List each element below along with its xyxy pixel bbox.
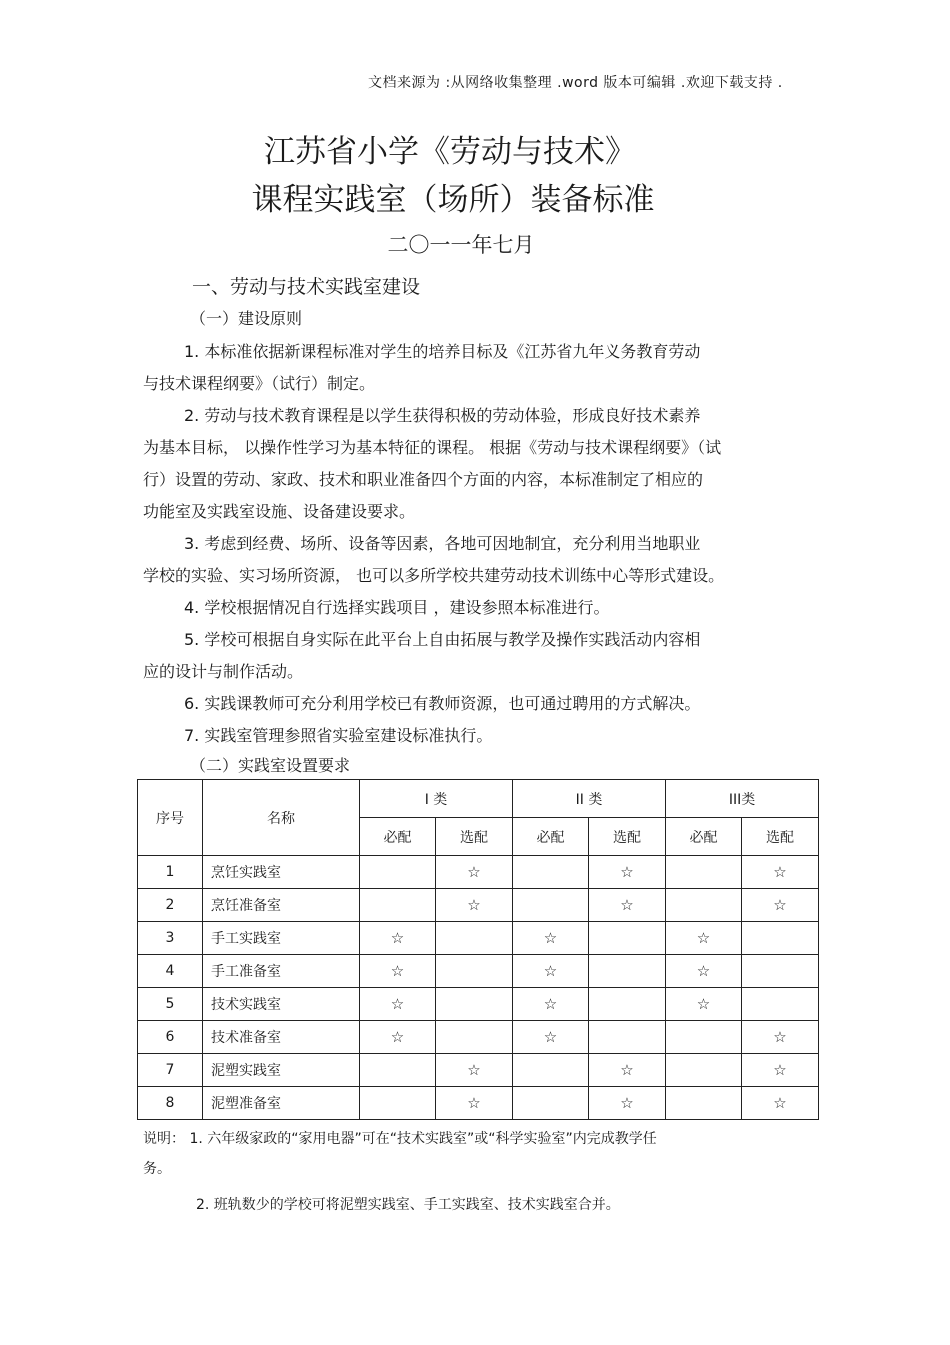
star-mark: [436, 955, 513, 988]
star-mark: [436, 922, 513, 955]
star-mark: [360, 889, 436, 922]
principle-1-line1: 1. 本标准依据新课程标准对学生的培养目标及《江苏省九年义务教育劳动: [184, 342, 701, 361]
equipment-table: [137, 779, 819, 1120]
star-mark: ☆: [360, 988, 436, 1021]
star-mark: ☆: [436, 889, 513, 922]
table-row: [138, 988, 819, 1021]
star-mark: ☆: [666, 955, 742, 988]
star-mark: ☆: [589, 1087, 666, 1120]
star-mark: ☆: [666, 922, 742, 955]
row-number: 3: [138, 922, 203, 955]
room-name: 手工准备室: [203, 955, 360, 988]
star-mark: ☆: [513, 988, 589, 1021]
section-heading-1: 一、劳动与技术实践室建设: [192, 276, 421, 298]
room-name: 泥塑准备室: [203, 1087, 360, 1120]
header-name: 名称: [203, 780, 360, 856]
principle-2-line4: 功能室及实践室设施、设备建设要求。: [143, 502, 416, 521]
star-mark: [589, 955, 666, 988]
principle-6: 6. 实践课教师可充分利用学校已有教师资源，也可通过聘用的方式解决。: [184, 694, 701, 713]
principle-2-line2: 为基本目标， 以操作性学习为基本特征的课程。 根据《劳动与技术课程纲要》（试: [143, 438, 722, 457]
header-optional: 选配: [436, 818, 513, 856]
principle-2-line1: 2. 劳动与技术教育课程是以学生获得积极的劳动体验，形成良好技术素养: [184, 406, 701, 425]
room-name: 烹饪准备室: [203, 889, 360, 922]
star-mark: [436, 988, 513, 1021]
star-mark: ☆: [589, 1054, 666, 1087]
star-mark: [513, 1087, 589, 1120]
document-date: 二〇一一年七月: [387, 233, 535, 257]
principle-3-line2: 学校的实验、实习场所资源， 也可以多所学校共建劳动技术训练中心等形式建设。: [143, 566, 725, 585]
principle-5-line1: 5. 学校可根据自身实际在此平台上自由拓展与教学及操作实践活动内容相: [184, 630, 701, 649]
principle-5-line2: 应的设计与制作活动。: [143, 662, 304, 681]
star-mark: [666, 1087, 742, 1120]
star-mark: ☆: [360, 955, 436, 988]
principle-3-line1: 3. 考虑到经费、场所、设备等因素，各地可因地制宜，充分利用当地职业: [184, 534, 701, 553]
header-number: 序号: [138, 780, 203, 856]
table-row: [138, 922, 819, 955]
header-optional: 选配: [742, 818, 819, 856]
star-mark: ☆: [589, 889, 666, 922]
header-category-2: II 类: [513, 780, 666, 818]
table-row: [138, 1054, 819, 1087]
principle-2-line3: 行）设置的劳动、家政、技术和职业准备四个方面的内容，本标准制定了相应的: [143, 470, 704, 489]
table-row: [138, 1021, 819, 1054]
row-number: 2: [138, 889, 203, 922]
star-mark: ☆: [742, 1087, 819, 1120]
star-mark: [513, 856, 589, 889]
star-mark: ☆: [742, 1054, 819, 1087]
header-required: 必配: [360, 818, 436, 856]
star-mark: ☆: [513, 1021, 589, 1054]
room-name: 泥塑实践室: [203, 1054, 360, 1087]
star-mark: [589, 1021, 666, 1054]
star-mark: ☆: [742, 856, 819, 889]
star-mark: ☆: [513, 955, 589, 988]
principle-4: 4. 学校根据情况自行选择实践项目 ，建设参照本标准进行。: [184, 598, 610, 617]
star-mark: [436, 1021, 513, 1054]
star-mark: [360, 1087, 436, 1120]
star-mark: ☆: [436, 856, 513, 889]
subsection-heading-2: （二）实践室设置要求: [190, 756, 351, 775]
star-mark: [666, 1054, 742, 1087]
row-number: 4: [138, 955, 203, 988]
star-mark: [666, 1021, 742, 1054]
star-mark: ☆: [360, 922, 436, 955]
header-category-1: I 类: [360, 780, 513, 818]
star-mark: ☆: [436, 1054, 513, 1087]
row-number: 5: [138, 988, 203, 1021]
row-number: 1: [138, 856, 203, 889]
row-number: 6: [138, 1021, 203, 1054]
star-mark: ☆: [436, 1087, 513, 1120]
principle-7: 7. 实践室管理参照省实验室建设标准执行。: [184, 726, 493, 745]
header-required: 必配: [666, 818, 742, 856]
header-required: 必配: [513, 818, 589, 856]
note-1-line1: 说明： 1. 六年级家政的“家用电器”可在“技术实践室”或“科学实验室”内完成教学任: [143, 1131, 657, 1147]
header-note: 文档来源为 :从网络收集整理 .word 版本可编辑 .欢迎下载支持 .: [368, 75, 783, 91]
star-mark: [666, 856, 742, 889]
header-category-3: III类: [666, 780, 819, 818]
row-number: 8: [138, 1087, 203, 1120]
room-name: 烹饪实践室: [203, 856, 360, 889]
star-mark: [742, 988, 819, 1021]
room-name: 手工实践室: [203, 922, 360, 955]
row-number: 7: [138, 1054, 203, 1087]
star-mark: ☆: [513, 922, 589, 955]
star-mark: ☆: [360, 1021, 436, 1054]
star-mark: ☆: [589, 856, 666, 889]
table-row: [138, 955, 819, 988]
subsection-heading-1: （一）建设原则: [190, 309, 303, 328]
note-1-line2: 务。: [143, 1161, 171, 1177]
star-mark: [513, 1054, 589, 1087]
principle-1-line2: 与技术课程纲要》（试行）制定。: [143, 374, 376, 393]
room-name: 技术准备室: [203, 1021, 360, 1054]
star-mark: [360, 1054, 436, 1087]
table-row: [138, 1087, 819, 1120]
star-mark: [589, 922, 666, 955]
star-mark: ☆: [742, 1021, 819, 1054]
star-mark: [360, 856, 436, 889]
room-name: 技术实践室: [203, 988, 360, 1021]
header-optional: 选配: [589, 818, 666, 856]
document-title-line1: 江苏省小学《劳动与技术》: [264, 134, 636, 170]
star-mark: [742, 955, 819, 988]
note-2: 2. 班轨数少的学校可将泥塑实践室、手工实践室、技术实践室合并。: [196, 1197, 620, 1213]
table-row: [138, 889, 819, 922]
star-mark: [666, 889, 742, 922]
star-mark: ☆: [666, 988, 742, 1021]
star-mark: [742, 922, 819, 955]
document-title-line2: 课程实践室（场所）装备标准: [251, 182, 655, 218]
table-row: [138, 856, 819, 889]
star-mark: [513, 889, 589, 922]
star-mark: [589, 988, 666, 1021]
star-mark: ☆: [742, 889, 819, 922]
